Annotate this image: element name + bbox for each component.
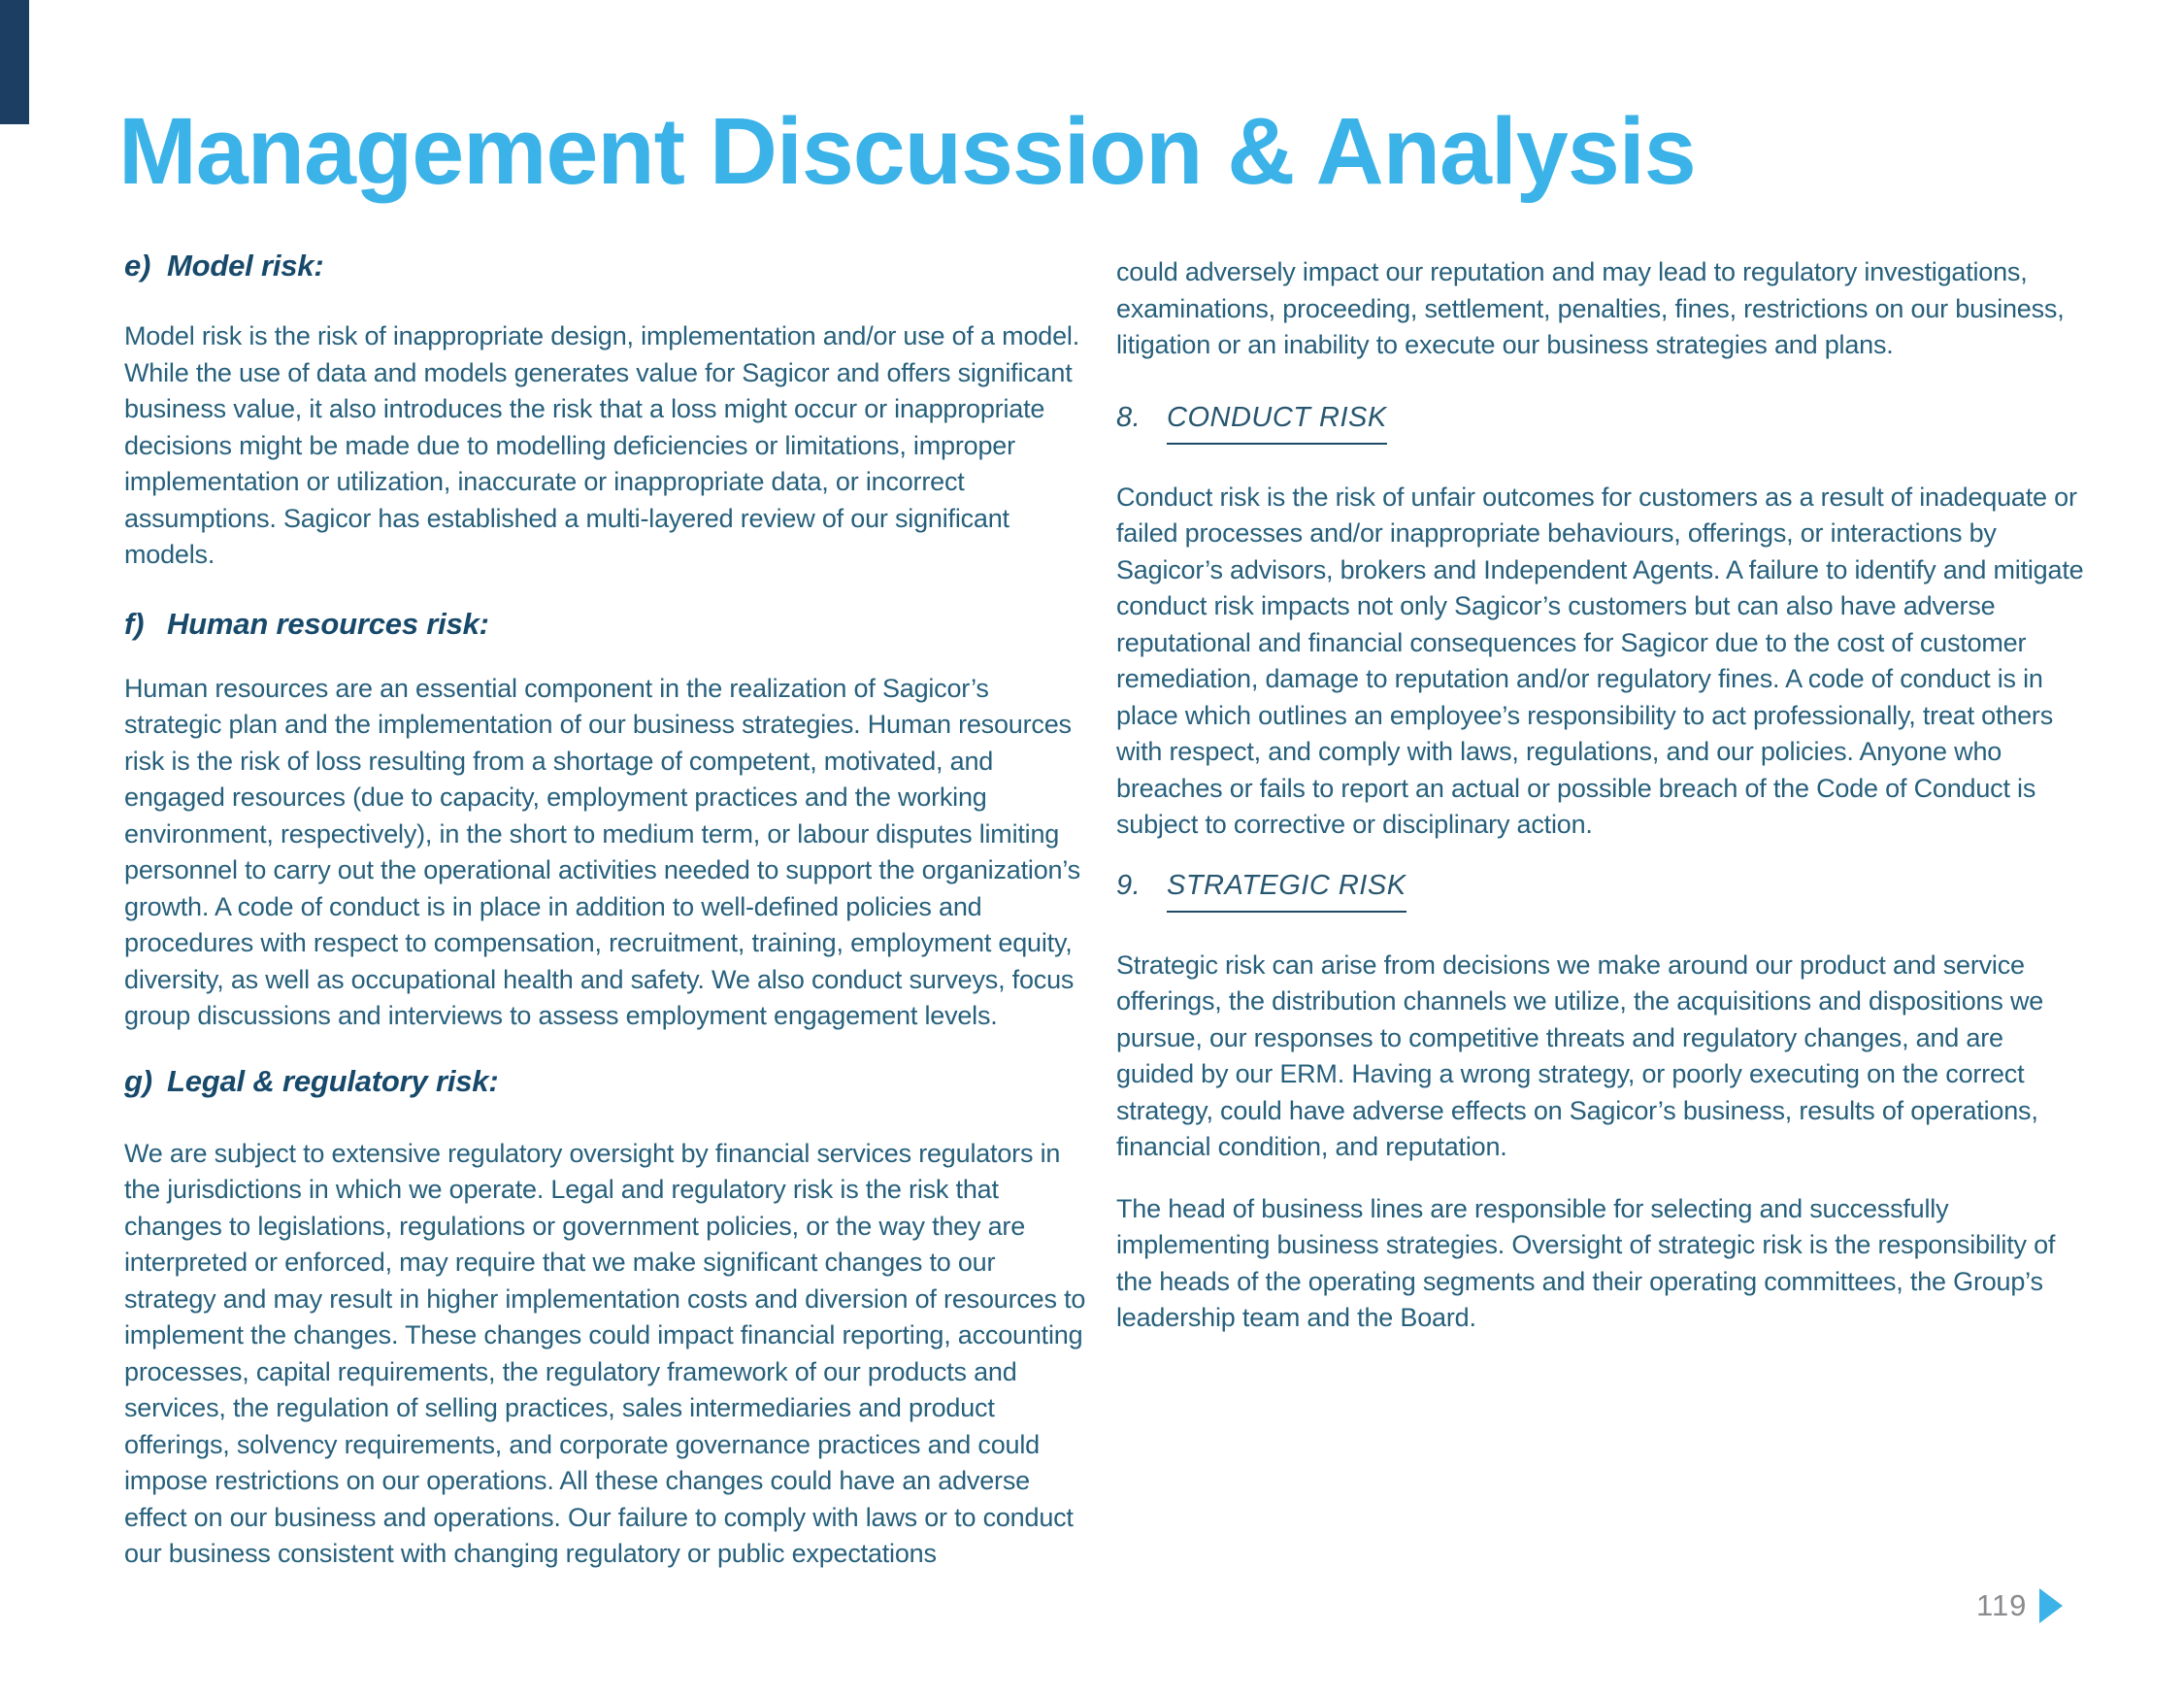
paragraph-conduct-risk: Conduct risk is the risk of unfair outcomes for customers as a result of inadequate or failed processes and/or inappropriate behaviours, offerings, or interactions by Sagicor’s advisors, brokers and Independent Agents. A failure to identify and mitigate conduct risk impacts not only Sagicor’s customers but can also have adverse reputational and financial consequences for Sagicor due to the cost of customer remediation, damage to reputation and/or regulatory fines. A code of conduct is in place which outlines an employee’s responsibility to act professionally, treat others with respect, and comply with laws, regulations, and our policies. Anyone who breaches or fails to report an actual or possible breach of the Code of Conduct is subject to corrective or disciplinary action.	[1116, 482, 2084, 839]
risk-title: CONDUCT RISK	[1167, 401, 1387, 445]
paragraph-legal-regulatory-risk: We are subject to extensive regulatory oversight by financial services regulators in the jurisdictions in which we operate. Legal and regulatory risk is the risk that changes to legislations, regulations or government policies, or the way they are interpreted or enforced, may require that we make significant changes to our strategy and may result in higher implementation costs and diversion of resources to implement the changes. These changes could impact financial reporting, accounting processes, capital requirements, the regulatory framework of our products and services, the regulation of selling practices, sales intermediaries and product offerings, solvency requirements, and corporate governance practices and could impose restrictions on our operations. All these changes could have an adverse effect on our business and operations. Our failure to comply with laws or to conduct our business consistent with changing regulatory or public expectations	[124, 1138, 1086, 1568]
risk-title: STRATEGIC RISK	[1167, 869, 1406, 913]
page-number: 119	[1976, 1588, 2028, 1622]
section-heading-text: Human resources risk:	[167, 606, 489, 641]
risk-number: 8.	[1116, 401, 1142, 433]
right-column	[1116, 249, 2087, 1337]
section-edge-tab	[0, 0, 29, 124]
paragraph-human-resources-risk: Human resources are an essential component in the realization of Sagicor’s strategic plan and the implementation of our business strategies. Human resources risk is the risk of loss resulting from a shortage of competent, motivated, and engaged resources (due to capacity, employment practices and the working environment, respectively), in the short to medium term, or labour disputes limiting personnel to carry out the operational activities needed to support the organization’s growth. A code of conduct is in place in addition to well-defined policies and procedures with respect to compensation, recruitment, training, employment equity, diversity, as well as occupational health and safety. We also conduct surveys, focus group discussions and interviews to assess employment engagement levels.	[124, 673, 1080, 1030]
paragraph-strategic-risk-2: The head of business lines are responsible for selecting and successfully implementing business strategies. Oversight of strategic risk is the responsibility of the heads of the operating segments and their operating committees, the Group’s leadership team and the Board.	[1116, 1193, 2056, 1332]
section-heading-text: Model risk:	[167, 249, 324, 283]
section-heading-text: Legal & regulatory risk:	[167, 1063, 499, 1098]
page-footer	[1976, 1588, 2063, 1623]
left-column	[124, 249, 1087, 1573]
next-page-arrow-icon	[2039, 1588, 2063, 1623]
page-title: Management Discussion & Analysis	[118, 98, 1696, 204]
paragraph-model-risk: Model risk is the risk of inappropriate design, implementation and/or use of a model. While the use of data and models generates value for Sagicor and offers significant business value, it also introduces the risk that a loss might occur or inappropriate decisions might be made due to modelling deficiencies or limitations, improper implementation or utilization, inaccurate or inappropriate data, or incorrect assumptions. Sagicor has established a multi-layered review of our significant models.	[124, 321, 1080, 569]
risk-heading-conduct-risk	[1116, 401, 2087, 445]
section-heading-legal-regulatory-risk	[124, 1064, 1087, 1099]
section-heading-human-resources-risk	[124, 607, 1087, 642]
paragraph-strategic-risk-1: Strategic risk can arise from decisions we make around our product and service offerings, the distribution channels we utilize, the acquisitions and dispositions we pursue, our responses to competitive threats and regulatory changes, and are guided by our ERM. Having a wrong strategy, or poorly executing on the correct strategy, could have adverse effects on Sagicor’s business, results of operations, financial condition, and reputation.	[1116, 949, 2044, 1161]
section-heading-model-risk	[124, 249, 1087, 283]
section-label: g)	[124, 1063, 152, 1098]
paragraph-legal-regulatory-continued: could adversely impact our reputation and may lead to regulatory investigations, examinations, proceeding, settlement, penalties, fines, restrictions on our business, litigation or an inability to execute our business strategies and plans.	[1116, 257, 2065, 359]
risk-heading-strategic-risk	[1116, 869, 2087, 913]
section-label: f)	[124, 606, 145, 641]
risk-number: 9.	[1116, 869, 1142, 901]
section-label: e)	[124, 249, 151, 283]
